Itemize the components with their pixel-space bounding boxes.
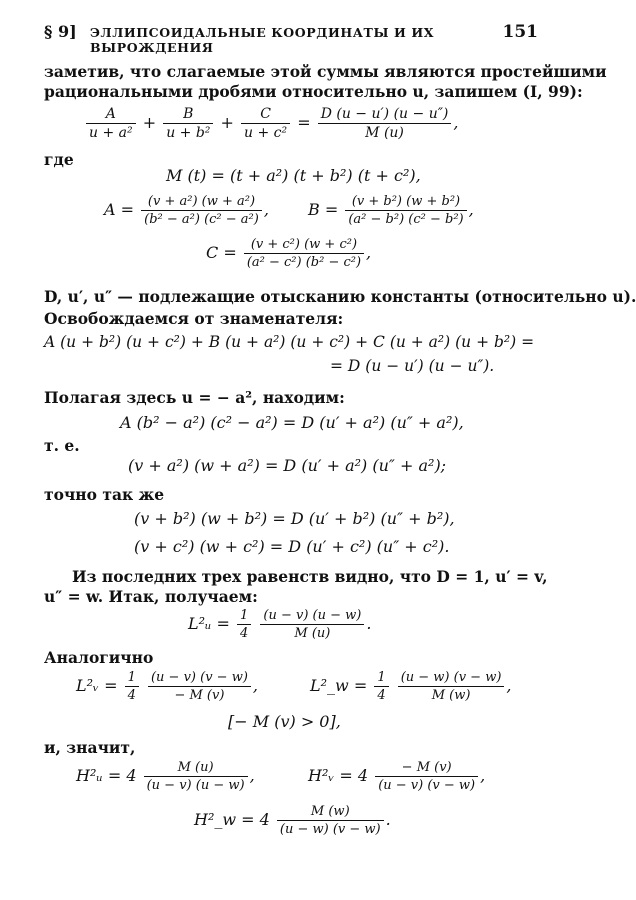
fraction: $\frac{A}{\text{u + a²}}$ <box>86 106 136 141</box>
equation-Lw: L²_w = $\frac{1}{4}$ $\frac{(u - w) (v - w)}{M (w)}$ , <box>310 670 512 703</box>
paragraph-line: Полагая здесь u = − a², находим: <box>44 388 345 407</box>
equation-M: M (t) = (t + a²) (t + b²) (t + c²), <box>166 166 421 185</box>
equation-Hu: H²ᵤ = 4 $\frac{M (u)}{(u - v) (u - w)}$ , <box>76 760 255 793</box>
equation-Hw: H²_w = 4 $\frac{M (w)}{(u - w) (v - w)}$ . <box>194 804 391 837</box>
paragraph-line: D, u′, u″ — подлежащие отысканию константы (относительно u). <box>44 287 636 306</box>
paragraph-line: Из последних трех равенств видно, что D = 1, u′ = v, <box>72 567 548 586</box>
equation-partial-fractions: $\frac{A}{\text{u + a²}}$ + $\frac{B}{\text{u + b²}}$ + $\frac{C}{\text{u + c²}}$ = $\frac{D (u - u') (u - u'')}{M (u)}$ , <box>84 106 459 141</box>
running-head: ЭЛЛИПСОИДАЛЬНЫЕ КООРДИНАТЫ И ИХ ВЫРОЖДЕНИЯ <box>90 25 435 55</box>
fraction: $\frac{D (u - u') (u - u'')}{M (u)}$ <box>318 106 452 141</box>
paragraph-line: Аналогично <box>44 648 154 667</box>
equation-A: A = $\frac{\text{(v + a²) (w + a²)}}{\text{(b² − a²) (c² − a²)}}$ , <box>104 194 269 227</box>
paragraph-line: u″ = w. Итак, получаем: <box>44 587 258 606</box>
equation-sub-3: (v + b²) (w + b²) = D (u′ + b²) (u″ + b²), <box>134 509 455 528</box>
page-number: 151 <box>502 22 538 42</box>
paragraph-line: Освобождаемся от знаменателя: <box>44 309 344 328</box>
equation-cleared-2: = D (u − u′) (u − u″). <box>330 357 495 375</box>
equation-sub-1: A (b² − a²) (c² − a²) = D (u′ + a²) (u″ + a²), <box>120 413 464 432</box>
equation-Lu: L²ᵤ = $\frac{1}{4}$ $\frac{(u - v) (u - w)}{M (u)}$ . <box>188 608 372 641</box>
equation-B: B = $\frac{\text{(v + b²) (w + b²)}}{\text{(a² − b²) (c² − b²)}}$ , <box>308 194 474 227</box>
paragraph-line: точно так же <box>44 485 165 504</box>
equation-Hv: H²ᵥ = 4 $\frac{- M (v)}{(u - v) (v - w)}$ , <box>308 760 486 793</box>
equation-C: C = $\frac{\text{(v + c²) (w + c²)}}{\text{(a² − c²) (b² − c²)}}$ , <box>206 237 372 270</box>
inequality-condition: [− M (v) > 0], <box>228 712 341 731</box>
paragraph-line: и, значит, <box>44 738 136 757</box>
equation-cleared-1: A (u + b²) (u + c²) + B (u + a²) (u + c²) + C (u + a²) (u + b²) = <box>44 333 535 351</box>
paragraph-line: т. е. <box>44 436 80 455</box>
equation-sub-2: (v + a²) (w + a²) = D (u′ + a²) (u″ + a²); <box>128 456 447 475</box>
equation-Lv: L²ᵥ = $\frac{1}{4}$ $\frac{(u - v) (v - w)}{- M (v)}$ , <box>76 670 258 703</box>
fraction: $\frac{C}{\text{u + c²}}$ <box>241 106 290 141</box>
page-header <box>44 22 538 55</box>
paragraph-line: заметив, что слагаемые этой суммы являются простейшими <box>44 62 607 81</box>
paragraph-line: рациональными дробями относительно u, запишем (I, 99): <box>44 82 583 101</box>
equation-sub-4: (v + c²) (w + c²) = D (u′ + c²) (u″ + c²). <box>134 537 450 556</box>
section-marker: § 9] <box>44 22 77 41</box>
fraction: $\frac{B}{\text{u + b²}}$ <box>163 106 213 141</box>
paragraph-line: где <box>44 150 74 169</box>
